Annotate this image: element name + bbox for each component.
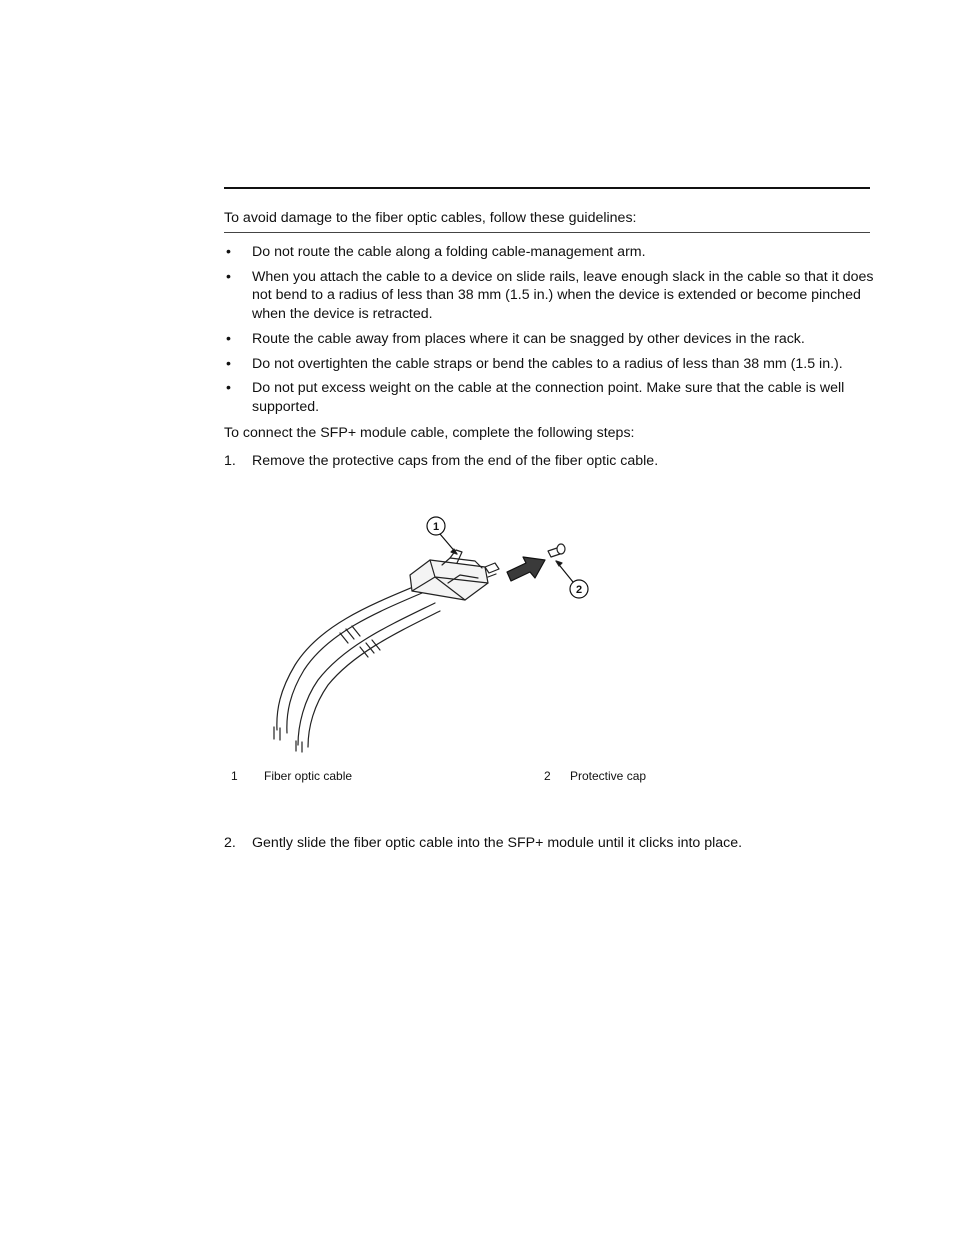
guideline-item bbox=[224, 355, 874, 374]
guideline-item bbox=[224, 330, 874, 349]
connector-body bbox=[410, 560, 488, 600]
guidelines-list bbox=[224, 243, 874, 423]
step-text: Gently slide the fiber optic cable into the SFP+ module until it clicks into place. bbox=[252, 835, 743, 851]
guideline-text: When you attach the cable to a device on slide rails, leave enough slack in the cable so that it does not bend to a radius of less than 38 mm (1.5 in.) when the device is extended or become pinched when the device is retracted. bbox=[252, 268, 874, 322]
bullet-icon: • bbox=[226, 268, 231, 285]
bullet-icon: • bbox=[226, 355, 231, 372]
bullet-icon: • bbox=[226, 244, 231, 260]
fiber-cable-outer-strand bbox=[277, 585, 418, 730]
step-number: 1. bbox=[224, 453, 236, 469]
intro-underline-rule bbox=[224, 232, 870, 233]
legend-2-label: Protective cap bbox=[570, 769, 647, 783]
guideline-text: Route the cable away from places where it can be snagged by other devices in the rack. bbox=[252, 330, 805, 347]
guideline-text: Do not route the cable along a folding cable-management arm. bbox=[252, 244, 646, 260]
legend-2-number: 2 bbox=[544, 769, 551, 783]
guideline-text: Do not overtighten the cable straps or bend the cables to a radius of less than 38 mm (1.5 in.). bbox=[252, 355, 843, 372]
guidelines-intro: To avoid damage to the fiber optic cables, follow these guidelines: bbox=[224, 210, 637, 226]
guideline-item bbox=[224, 268, 874, 324]
callout-1-label: 1 bbox=[432, 521, 440, 533]
step-text: Remove the protective caps from the end of the fiber optic cable. bbox=[252, 453, 659, 469]
fiber-cable-figure bbox=[260, 505, 600, 755]
guideline-text: Do not put excess weight on the cable at the connection point. Make sure that the cable is well supported. bbox=[252, 380, 845, 415]
section-top-rule bbox=[224, 187, 870, 189]
callout-2-label: 2 bbox=[575, 584, 583, 596]
steps-intro: To connect the SFP+ module cable, complete the following steps: bbox=[224, 425, 635, 441]
legend-1-label: Fiber optic cable bbox=[264, 769, 353, 783]
step-number: 2. bbox=[224, 835, 236, 851]
guideline-item bbox=[224, 379, 874, 416]
legend-1-number: 1 bbox=[231, 769, 238, 783]
bullet-icon: • bbox=[226, 330, 231, 347]
bullet-icon: • bbox=[226, 380, 231, 397]
guideline-item bbox=[224, 243, 874, 262]
insertion-arrow bbox=[507, 557, 545, 581]
